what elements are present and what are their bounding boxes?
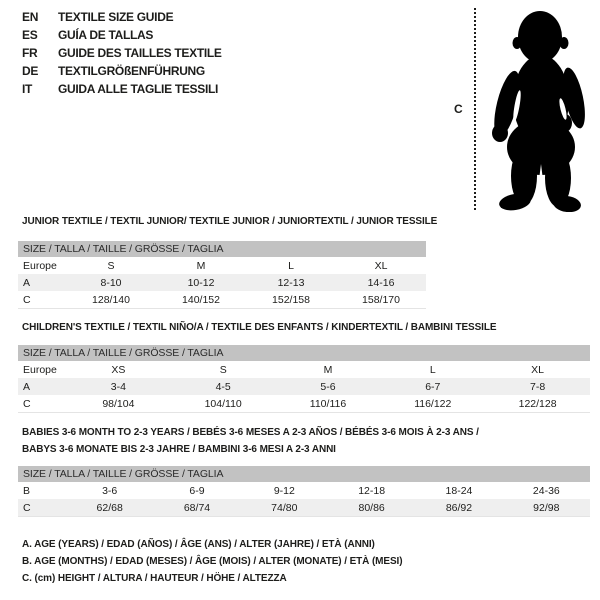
- row-label-cell: A: [23, 380, 31, 393]
- text-line: JUNIOR TEXTILE / TEXTIL JUNIOR/ TEXTILE JUNIOR / JUNIORTEXTIL / JUNIOR TESSILE: [22, 216, 438, 227]
- value-cell: XS: [111, 363, 126, 376]
- value-cell: 14-16: [367, 276, 395, 289]
- value-cell: M: [196, 259, 206, 272]
- language-code: ES: [22, 28, 38, 42]
- text-line: BABIES 3-6 MONTH TO 2-3 YEARS / BEBÉS 3-6 MESES A 2-3 AÑOS / BÉBÉS 3-6 MOIS À 2-3 ANS /: [22, 427, 479, 438]
- value-cell: L: [288, 259, 294, 272]
- babies-table-title: [22, 424, 479, 458]
- value-cell: M: [323, 363, 333, 376]
- junior-size-table: [18, 241, 426, 309]
- language-code: FR: [22, 46, 38, 60]
- height-measure-label: C: [454, 102, 463, 116]
- text-line: A. AGE (YEARS) / EDAD (AÑOS) / ÂGE (ANS) / ALTER (JAHRE) / ETÀ (ANNI): [22, 539, 375, 550]
- value-cell: 122/128: [518, 397, 557, 410]
- text-line: BABYS 3-6 MONATE BIS 2-3 JAHRE / BAMBINI 3-6 MESI A 2-3 ANNI: [22, 444, 336, 455]
- value-cell: 5-6: [320, 380, 336, 393]
- value-cell: 74/80: [271, 501, 298, 514]
- legend: [22, 536, 402, 587]
- table-row: [18, 257, 426, 274]
- table-row: [18, 395, 590, 413]
- table-row: [18, 274, 426, 291]
- value-cell: 116/122: [414, 397, 452, 410]
- value-cell: 18-24: [445, 484, 473, 497]
- value-cell: 140/152: [182, 293, 220, 306]
- table-row: [18, 499, 590, 517]
- value-cell: 6-9: [189, 484, 205, 497]
- value-cell: 86/92: [445, 501, 473, 514]
- height-measure-line: [474, 8, 476, 210]
- value-cell: S: [219, 363, 227, 376]
- value-cell: 80/86: [358, 501, 385, 514]
- text-line: C. (cm) HEIGHT / ALTURA / HAUTEUR / HÖHE / ALTEZZA: [22, 573, 287, 584]
- value-cell: 8-10: [100, 276, 122, 289]
- value-cell: 92/98: [533, 501, 560, 514]
- value-cell: 62/68: [96, 501, 123, 514]
- value-cell: 4-5: [215, 380, 231, 393]
- language-label: TEXTILE SIZE GUIDE: [58, 10, 174, 24]
- value-cell: 9-12: [273, 484, 295, 497]
- value-cell: XL: [531, 363, 545, 376]
- row-label-cell: C: [23, 397, 31, 410]
- value-cell: 152/158: [272, 293, 310, 306]
- value-cell: XL: [374, 259, 388, 272]
- language-code: DE: [22, 64, 39, 78]
- language-row: [22, 62, 222, 80]
- junior-table-title: [22, 213, 437, 230]
- text-line: CHILDREN'S TEXTILE / TEXTIL NIÑO/A / TEXTILE DES ENFANTS / KINDERTEXTIL / BAMBINI TESSILE: [22, 322, 497, 333]
- value-cell: 24-36: [532, 484, 560, 497]
- babies-size-table: [18, 466, 590, 517]
- language-row: [22, 26, 222, 44]
- table-row: [18, 291, 426, 309]
- language-row: [22, 8, 222, 26]
- row-label-cell: B: [23, 484, 31, 497]
- children-table-title: [22, 319, 496, 336]
- text-line: B. AGE (MONTHS) / EDAD (MESES) / ÂGE (MOIS) / ALTER (MONATE) / ETÀ (MESI): [22, 556, 403, 567]
- value-cell: 68/74: [183, 501, 211, 514]
- value-cell: 104/110: [204, 397, 242, 410]
- language-header: [22, 8, 222, 98]
- size-header-bar: SIZE / TALLA / TAILLE / GRÖSSE / TAGLIA: [18, 466, 590, 482]
- language-row: [22, 44, 222, 62]
- value-cell: 3-6: [102, 484, 118, 497]
- language-label: GUIDE DES TAILLES TEXTILE: [58, 46, 222, 60]
- value-cell: 3-4: [110, 380, 126, 393]
- value-cell: 10-12: [187, 276, 215, 289]
- value-cell: 12-18: [358, 484, 386, 497]
- language-label: TEXTILGRÖßENFÜHRUNG: [58, 64, 205, 78]
- language-label: GUIDA ALLE TAGLIE TESSILI: [58, 82, 219, 96]
- language-code: EN: [22, 10, 39, 24]
- value-cell: 128/140: [92, 293, 130, 306]
- table-row: [18, 482, 590, 499]
- children-size-table: [18, 345, 590, 413]
- baby-silhouette-icon: [486, 6, 596, 212]
- value-cell: 7-8: [530, 380, 546, 393]
- row-label-cell: C: [23, 501, 31, 514]
- language-label: GUÍA DE TALLAS: [58, 28, 154, 42]
- table-row: [18, 361, 590, 378]
- size-header-bar: SIZE / TALLA / TAILLE / GRÖSSE / TAGLIA: [18, 345, 590, 361]
- value-cell: 12-13: [277, 276, 305, 289]
- value-cell: S: [107, 259, 115, 272]
- table-row: [18, 378, 590, 395]
- value-cell: 98/104: [102, 397, 135, 410]
- row-label-cell: Europe: [23, 363, 57, 376]
- row-label-cell: C: [23, 293, 31, 306]
- row-label-cell: Europe: [23, 259, 57, 272]
- row-label-cell: A: [23, 276, 31, 289]
- value-cell: 110/116: [309, 397, 347, 410]
- language-row: [22, 80, 222, 98]
- language-code: IT: [22, 82, 33, 96]
- size-header-bar: SIZE / TALLA / TAILLE / GRÖSSE / TAGLIA: [18, 241, 426, 257]
- value-cell: L: [429, 363, 436, 376]
- value-cell: 6-7: [425, 380, 441, 393]
- value-cell: 158/170: [362, 293, 400, 306]
